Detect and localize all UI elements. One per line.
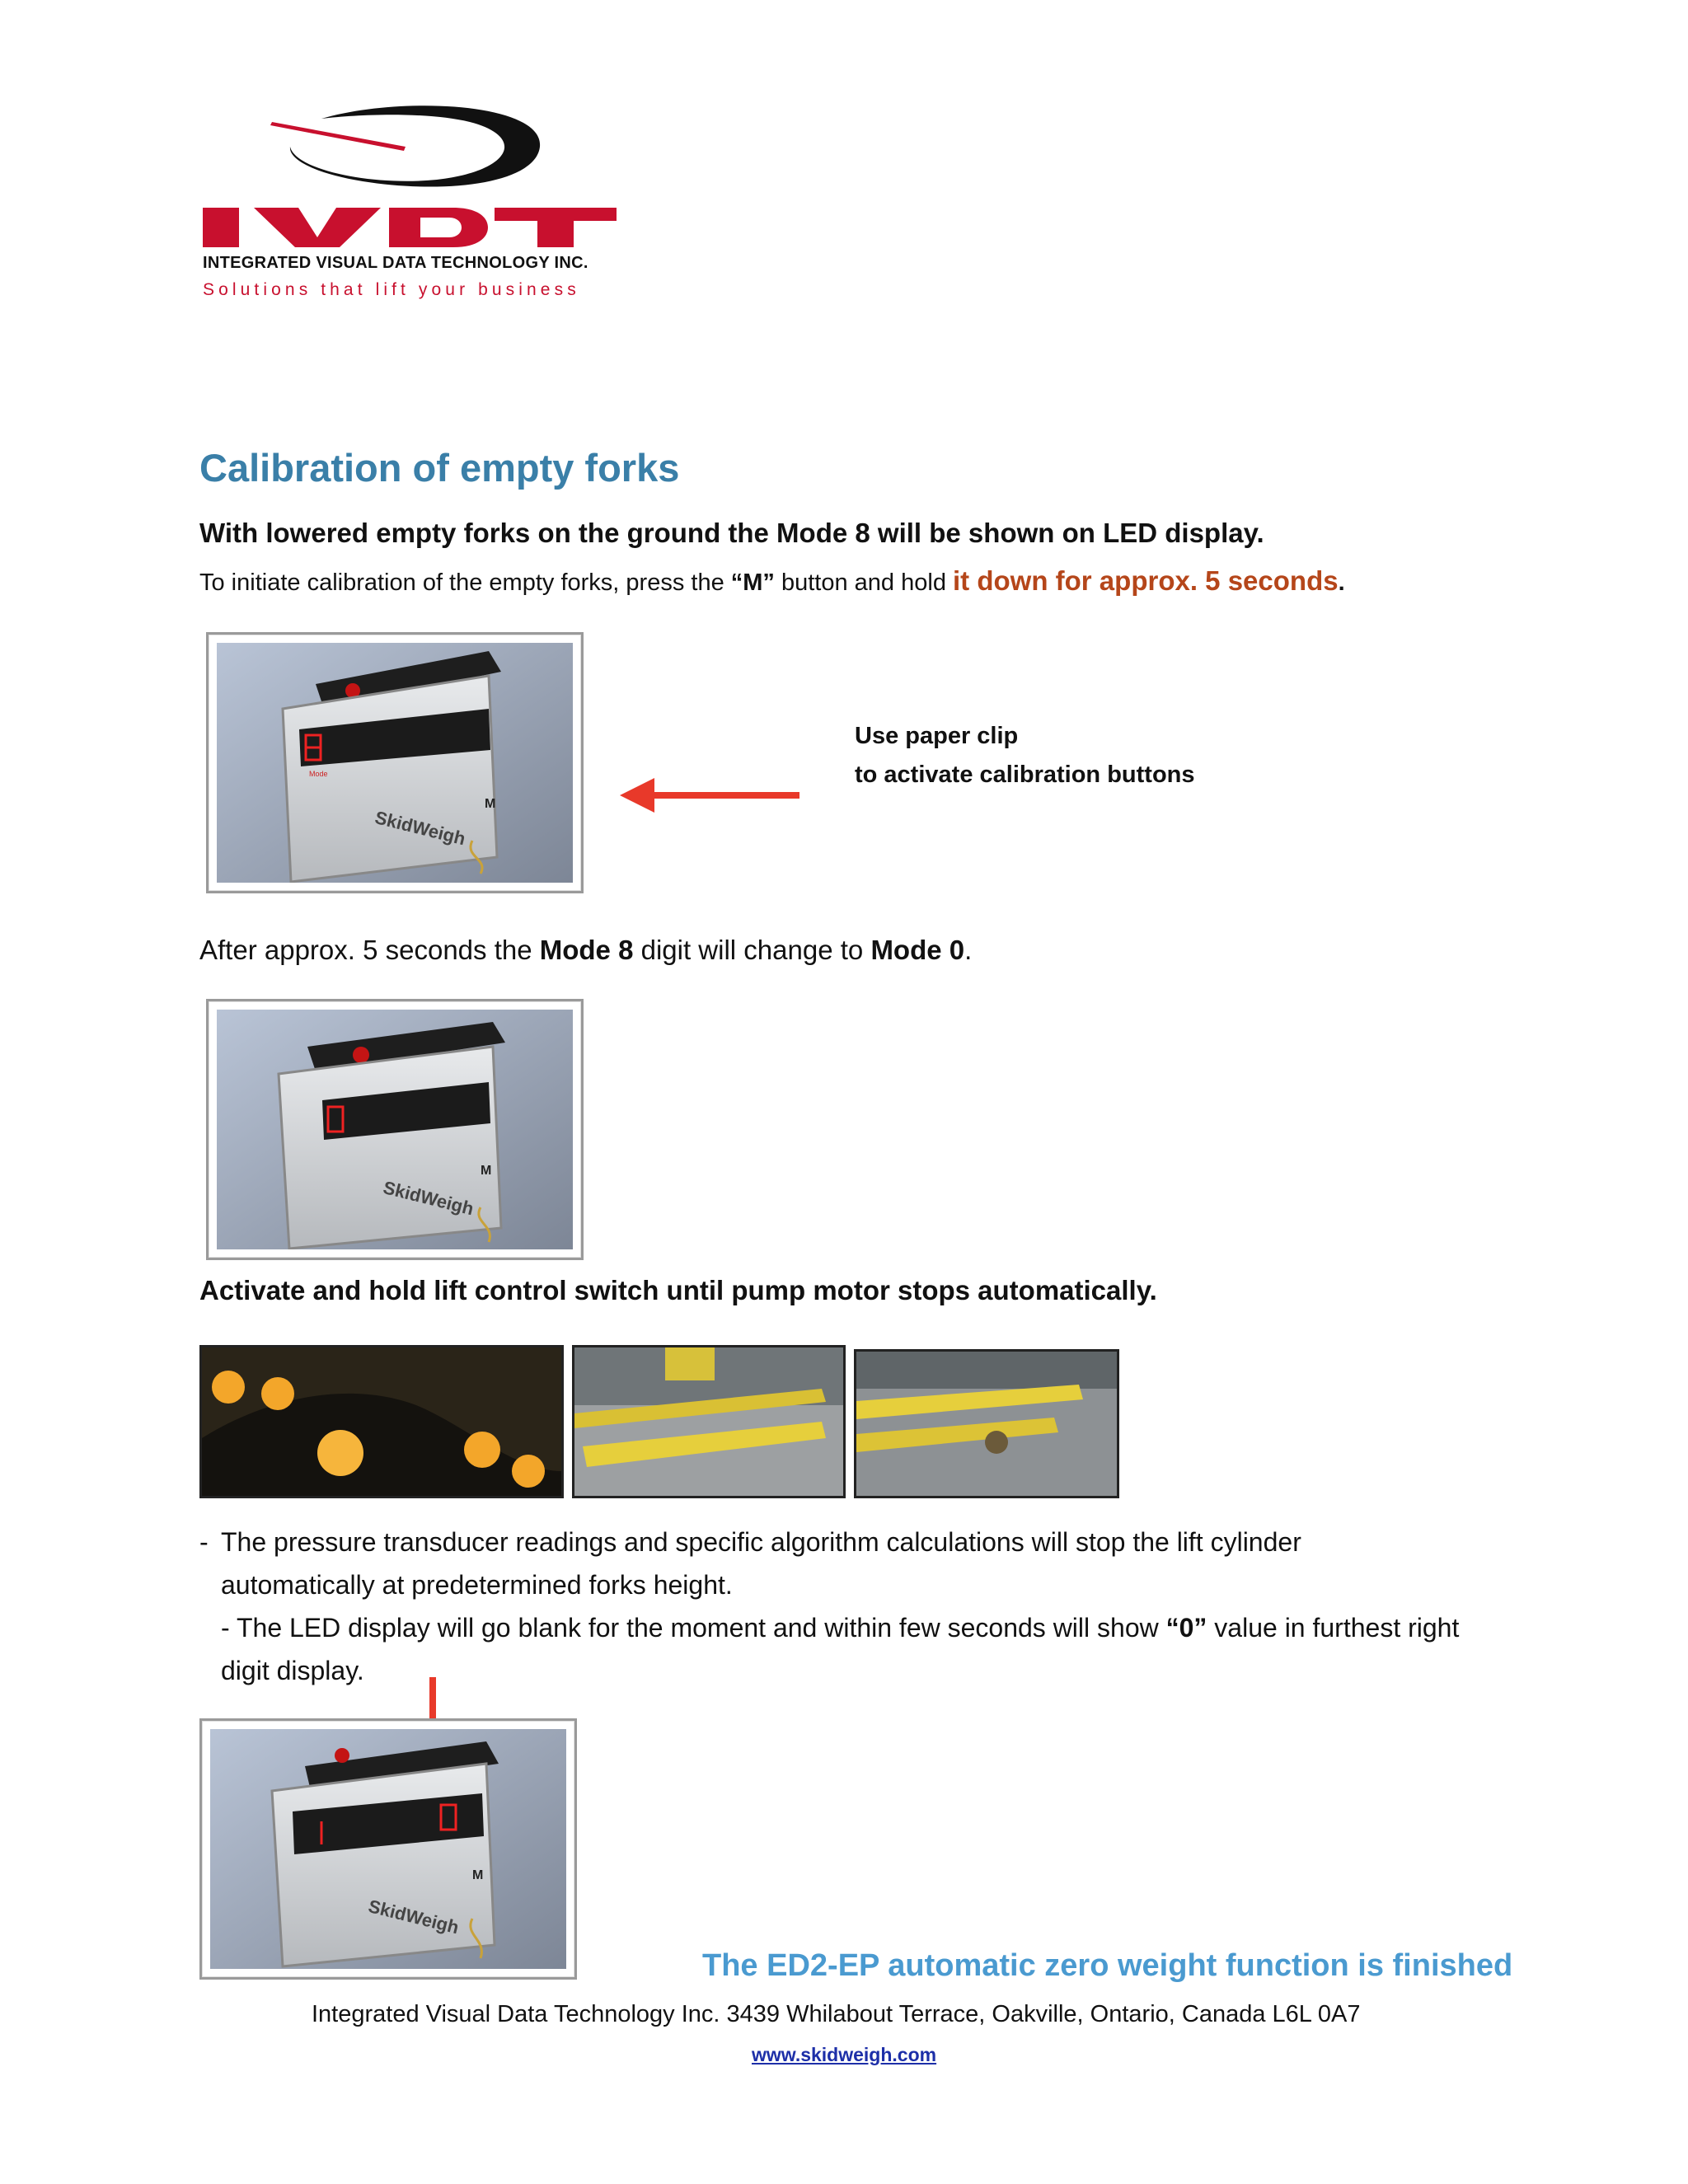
lift-control-buttons-photo — [199, 1345, 564, 1498]
bullet-1: - The pressure transducer readings and specific algorithm calculations will stop the lift cylinder — [199, 1527, 1301, 1557]
forks-lowered-photo — [572, 1345, 846, 1498]
bullet-2-continued: digit display. — [221, 1656, 364, 1685]
instruction-text: To initiate calibration of the empty forks, press the “M” button and hold it down for approx. 5 seconds. — [199, 565, 1345, 596]
svg-text:SkidWeigh: SkidWeigh — [366, 1896, 462, 1938]
forks-raised-photo — [854, 1349, 1119, 1498]
svg-text:Mode: Mode — [309, 770, 328, 778]
svg-text:M: M — [481, 1164, 492, 1178]
bullet-2: - The LED display will go blank for the moment and within few seconds will show “0” value in furthest right — [221, 1613, 1460, 1643]
ivdt-logo — [198, 97, 626, 312]
bullet-1-continued: automatically at predetermined forks height. — [221, 1570, 733, 1600]
instruction-highlight: it down for approx. 5 seconds — [953, 565, 1339, 596]
lift-control-instruction: Activate and hold lift control switch until pump motor stops automatically. — [199, 1275, 1157, 1305]
device-photo-mode-8 — [206, 632, 584, 893]
finish-message: The ED2-EP automatic zero weight function is finished — [702, 1948, 1513, 1983]
page-title: Calibration of empty forks — [199, 446, 680, 490]
lead-text: With lowered empty forks on the ground the Mode 8 will be shown on LED display. — [199, 518, 1264, 548]
bullet-list — [199, 1521, 1518, 1692]
paper-clip-note: Use paper clip to activate calibration buttons — [855, 723, 1195, 788]
device-brand: SkidWeigh — [373, 807, 468, 850]
svg-text:SkidWeigh: SkidWeigh — [381, 1177, 476, 1220]
device-photo-zero-value — [199, 1718, 577, 1980]
red-arrow-left-icon — [620, 776, 801, 814]
website-link[interactable]: www.skidweigh.com — [752, 2044, 937, 2065]
after-5-seconds-text: After approx. 5 seconds the Mode 8 digit will change to Mode 0. — [199, 935, 973, 965]
device-photo-mode-0 — [206, 999, 584, 1260]
logo-tagline: Solutions that lift your business — [203, 280, 580, 299]
logo-company-name: INTEGRATED VISUAL DATA TECHNOLOGY INC. — [203, 254, 588, 272]
svg-text:M: M — [485, 797, 496, 811]
svg-text:M: M — [472, 1868, 484, 1882]
footer-address: Integrated Visual Data Technology Inc. 3439 Whilabout Terrace, Oakville, Ontario, Canada L6L 0A7 — [312, 2001, 1361, 2027]
